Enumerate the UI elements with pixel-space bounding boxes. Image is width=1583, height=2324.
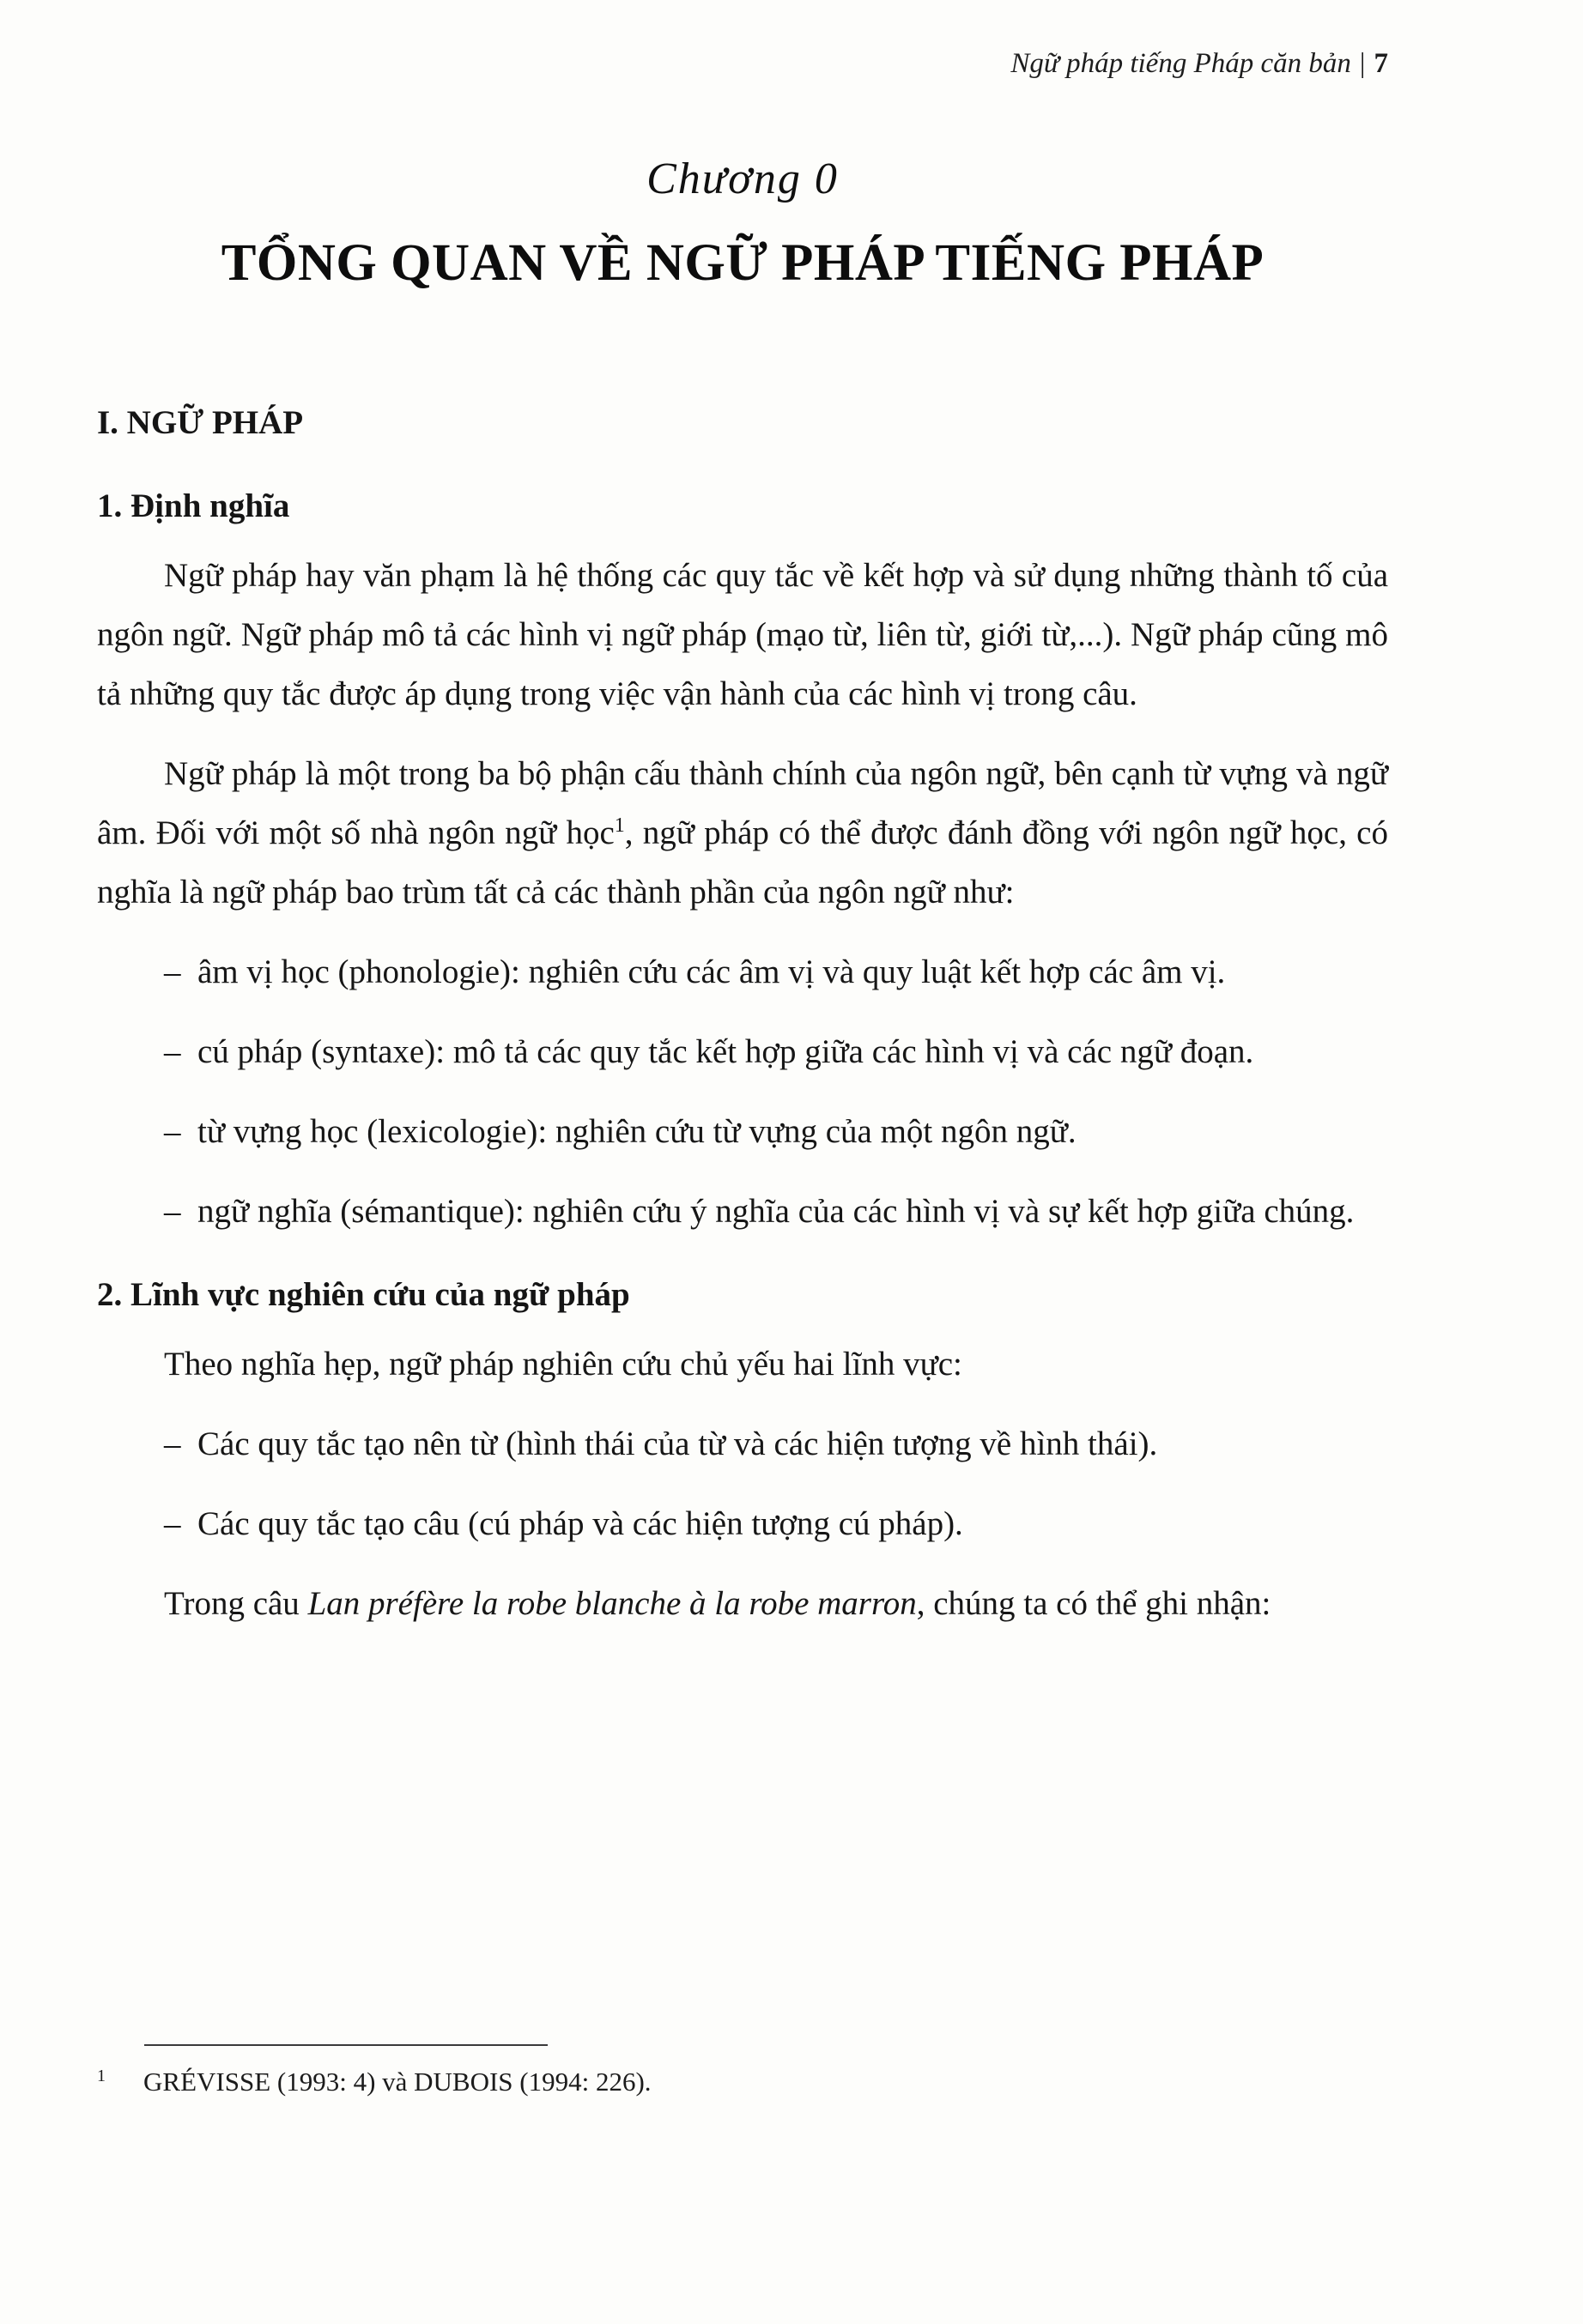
footnote-1-text: GRÉVISSE (1993: 4) và DUBOIS (1994: 226).: [143, 2067, 652, 2097]
running-header-book-title: Ngữ pháp tiếng Pháp căn bản: [1010, 48, 1351, 79]
bullet-item-sentence-formation: – Các quy tắc tạo câu (cú pháp và các hiện tượng cú pháp).: [164, 1505, 963, 1542]
paragraph-example-text-pre: Trong câu: [164, 1585, 308, 1622]
section-1-1-heading: 1. Định nghĩa: [97, 487, 290, 524]
footnote-1: [97, 2067, 1389, 2097]
section-1-heading: I. NGỮ PHÁP: [97, 404, 304, 441]
paragraph-definition-2-text-post: , ngữ pháp có thể được đánh đồng với ngôn ngữ học, có nghĩa là ngữ pháp bao trùm tất cả các thành phần của ngôn ngữ như:: [97, 814, 1388, 911]
chapter-label: Chương 0: [646, 154, 839, 203]
paragraph-example: [97, 1574, 1388, 1633]
running-header-separator: |: [1359, 48, 1366, 79]
page-number: 7: [1374, 48, 1388, 79]
bullet-item-syntaxe: – cú pháp (syntaxe): mô tả các quy tắc kết hợp giữa các hình vị và các ngữ đoạn.: [164, 1033, 1254, 1070]
bullet-item-phonologie: – âm vị học (phonologie): nghiên cứu các âm vị và quy luật kết hợp các âm vị.: [164, 953, 1226, 990]
running-header: [97, 48, 1388, 80]
paragraph-scope-intro: Theo nghĩa hẹp, ngữ pháp nghiên cứu chủ yếu hai lĩnh vực:: [164, 1346, 962, 1383]
paragraph-definition-2-text-pre: Ngữ pháp là một trong ba bộ phận cấu thành chính của ngôn ngữ, bên cạnh từ vựng và ngữ âm. Đối với một số nhà ngôn ngữ học: [97, 755, 1388, 851]
section-1-2-heading: 2. Lĩnh vực nghiên cứu của ngữ pháp: [97, 1276, 630, 1313]
footnote-1-marker: 1: [97, 2067, 106, 2085]
paragraph-definition-1: Ngữ pháp hay văn phạm là hệ thống các quy tắc về kết hợp và sử dụng những thành tố của ngôn ngữ. Ngữ pháp mô tả các hình vị ngữ pháp (mạo từ, liên từ, giới từ,...). Ngữ pháp cũng mô tả những quy tắc được áp dụng trong việc vận hành của các hình vị trong câu.: [97, 557, 1388, 712]
footnote-reference-1: 1: [614, 814, 625, 837]
bullet-item-semantique: – ngữ nghĩa (sémantique): nghiên cứu ý nghĩa của các hình vị và sự kết hợp giữa chúng.: [164, 1193, 1355, 1230]
bullet-item-lexicologie: – từ vựng học (lexicologie): nghiên cứu từ vựng của một ngôn ngữ.: [164, 1113, 1077, 1150]
example-french-sentence: Lan préfère la robe blanche à la robe marron: [307, 1585, 917, 1622]
footnote-area: [97, 2044, 1389, 2097]
bullet-item-word-formation: – Các quy tắc tạo nên từ (hình thái của từ và các hiện tượng về hình thái).: [164, 1425, 1158, 1462]
paragraph-definition-2: [97, 744, 1388, 922]
page-title: TỔNG QUAN VỀ NGỮ PHÁP TIẾNG PHÁP: [221, 234, 1265, 292]
paragraph-example-text-post: , chúng ta có thể ghi nhận:: [916, 1585, 1271, 1622]
footnote-separator-rule: [144, 2044, 548, 2046]
